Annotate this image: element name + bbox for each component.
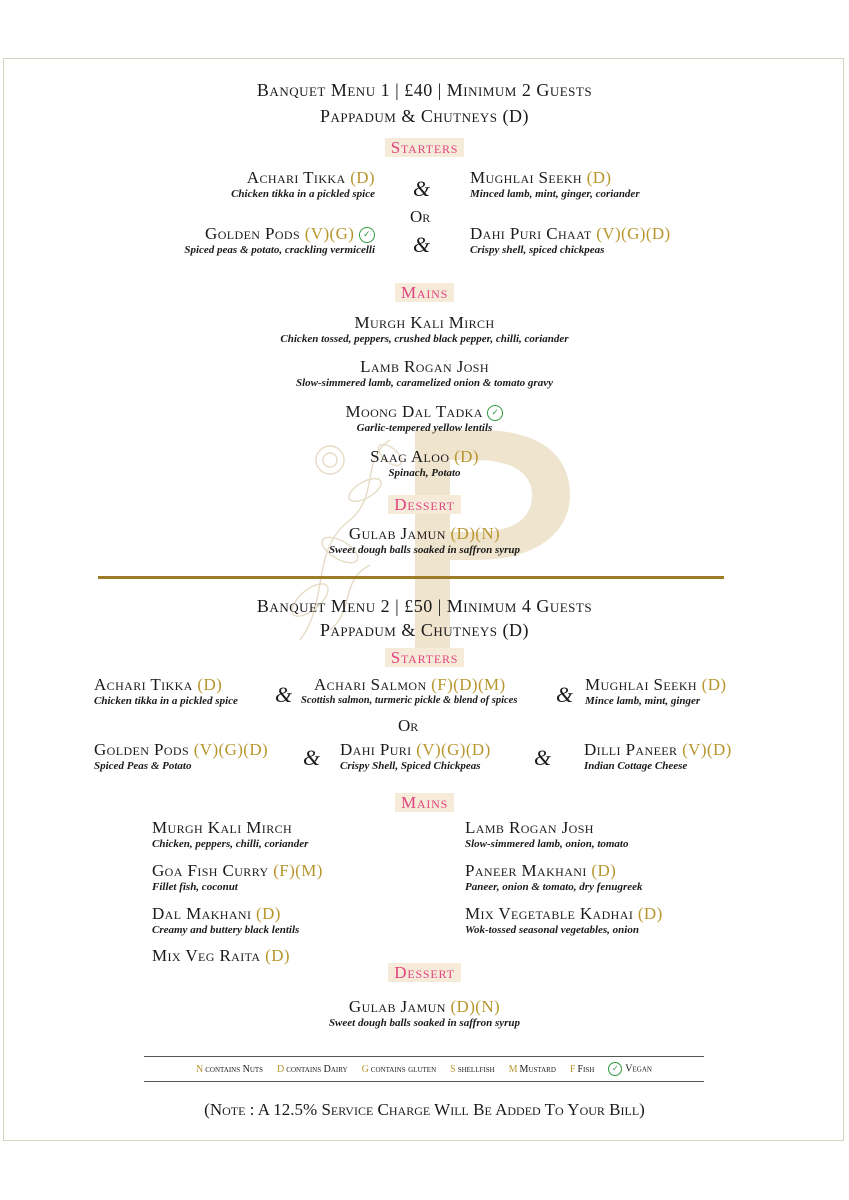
or-separator: Or <box>398 716 419 735</box>
item-description: Spinach, Potato <box>388 467 461 479</box>
allergen-tag: (D) <box>256 904 281 923</box>
legend-label: Mustard <box>519 1063 556 1075</box>
allergen-tag: (V)(D) <box>682 740 732 759</box>
legend-item <box>362 1064 437 1075</box>
menu2-main-item <box>152 904 299 936</box>
menu1-subtitle: Pappadum & Chutneys (D) <box>319 106 530 126</box>
legend-key: N <box>196 1063 204 1075</box>
item-name: Gulab Jamun <box>348 524 446 543</box>
item-description: Chicken, peppers, chilli, coriander <box>152 838 309 850</box>
legend-item <box>450 1064 495 1075</box>
menu2-starter-achari-tikka <box>94 675 238 707</box>
item-name: Mix Veg Raita <box>152 946 261 965</box>
and-separator: & <box>413 232 431 257</box>
menu1-dessert-item <box>0 524 849 556</box>
menu2-dessert-heading: Dessert <box>388 963 461 982</box>
menu2-mains-heading: Mains <box>395 793 454 812</box>
item-description: Creamy and buttery black lentils <box>152 924 300 936</box>
vegan-leaf-icon: ✓ <box>608 1062 622 1076</box>
menu1-main-item <box>0 402 849 434</box>
service-charge-note: (Note : A 12.5% Service Charge Will Be Added To Your Bill) <box>204 1100 645 1119</box>
menu1-dessert-heading: Dessert <box>388 495 461 514</box>
menu1-main-item <box>0 447 849 479</box>
legend-item <box>570 1064 594 1075</box>
and-separator: & <box>275 682 293 707</box>
item-description: Crispy Shell, Spiced Chickpeas <box>340 760 481 772</box>
menu2-starter-mughlai-seekh <box>585 675 726 707</box>
allergen-tag: (D)(N) <box>450 524 501 543</box>
and-separator: & <box>413 176 431 201</box>
legend-label: contains gluten <box>370 1063 437 1075</box>
legend-label: contains Dairy <box>286 1063 348 1075</box>
menu1-mains-heading: Mains <box>395 283 454 302</box>
legend-item <box>196 1064 263 1075</box>
item-name: Murgh Kali Mirch <box>354 313 495 332</box>
item-description: Crispy shell, spiced chickpeas <box>470 244 605 256</box>
legend-key: D <box>277 1063 285 1075</box>
item-description: Chicken tossed, peppers, crushed black pepper, chilli, coriander <box>280 333 569 345</box>
menu2-starter-achari-salmon <box>301 675 517 706</box>
or-separator: Or <box>410 207 431 226</box>
legend-label: shellfish <box>457 1063 495 1075</box>
item-name: Lamb Rogan Josh <box>465 818 594 837</box>
item-description: Wok-tossed seasonal vegetables, onion <box>465 924 639 936</box>
menu1-main-item <box>0 313 849 345</box>
allergen-tag: (V)(G)(D) <box>416 740 491 759</box>
allergen-tag: (D) <box>591 861 617 880</box>
item-description: Indian Cottage Cheese <box>584 760 688 772</box>
menu1-main-item <box>0 357 849 389</box>
item-name: Mughlai Seekh <box>585 675 698 694</box>
item-description: Fillet fish, coconut <box>152 881 238 893</box>
menu2-main-item <box>465 818 629 850</box>
menu1-starter-mughlai-seekh <box>470 168 800 200</box>
menu2-main-item <box>465 861 643 893</box>
item-name: Dahi Puri Chaat <box>470 224 592 243</box>
menu2-main-item <box>465 904 663 936</box>
allergen-tag: (D) <box>701 675 727 694</box>
allergen-tag: (D)(N) <box>450 997 501 1016</box>
allergen-tag: (D) <box>197 675 223 694</box>
section-divider <box>98 576 724 579</box>
menu2-dessert-item <box>0 997 849 1029</box>
item-name: Dahi Puri <box>340 740 412 759</box>
menu2-starter-dahi-puri <box>340 740 491 772</box>
and-separator: & <box>556 682 574 707</box>
menu1-starter-achari-tikka <box>40 168 375 200</box>
allergen-tag: (F)(M) <box>273 861 323 880</box>
menu2-starters-heading: Starters <box>385 648 465 667</box>
item-description: Slow-simmered lamb, caramelized onion & tomato gravy <box>296 377 553 389</box>
legend-key: S <box>450 1063 456 1075</box>
legend-label: contains Nuts <box>205 1063 264 1075</box>
item-name: Saag Aloo <box>370 447 450 466</box>
allergen-tag: (D) <box>586 168 612 187</box>
item-name: Goa Fish Curry <box>152 861 269 880</box>
item-name: Paneer Makhani <box>465 861 587 880</box>
vegan-leaf-icon: ✓ <box>487 405 503 421</box>
item-name: Golden Pods <box>205 224 301 243</box>
legend-key: F <box>569 1063 576 1075</box>
item-description: Chicken tikka in a pickled spice <box>231 188 375 200</box>
menu1-starter-dahi-puri-chaat <box>470 224 800 256</box>
item-description: Paneer, onion & tomato, dry fenugreek <box>465 881 643 893</box>
item-description: Sweet dough balls soaked in saffron syrup <box>328 544 521 556</box>
menu2-main-item <box>152 861 323 893</box>
item-description: Mince lamb, mint, ginger <box>585 695 701 707</box>
item-description: Chicken tikka in a pickled spice <box>94 695 238 707</box>
vegan-leaf-icon: ✓ <box>359 227 375 243</box>
menu1-starter-golden-pods <box>40 224 375 256</box>
legend-label: Vegan <box>625 1063 652 1075</box>
item-description: Sweet dough balls soaked in saffron syrup <box>328 1017 521 1029</box>
allergen-tag: (D) <box>265 946 290 965</box>
and-separator: & <box>303 745 321 770</box>
allergen-tag: (V)(G)(D) <box>193 740 269 759</box>
item-name: Achari Tikka <box>94 675 193 694</box>
menu2-starter-dilli-paneer <box>584 740 732 772</box>
item-name: Murgh Kali Mirch <box>152 818 293 837</box>
menu2-starter-golden-pods <box>94 740 268 772</box>
legend-item <box>277 1064 348 1075</box>
item-name: Lamb Rogan Josh <box>360 357 489 376</box>
item-name: Dilli Paneer <box>584 740 678 759</box>
legend-label: Fish <box>577 1063 595 1075</box>
allergen-tag: (V)(G) <box>304 224 355 243</box>
item-description: Garlic-tempered yellow lentils <box>356 422 493 434</box>
allergen-tag: (F)(D)(M) <box>431 675 506 694</box>
item-description: Slow-simmered lamb, onion, tomato <box>465 838 629 850</box>
item-name: Dal Makhani <box>152 904 252 923</box>
item-name: Achari Salmon <box>314 675 427 694</box>
menu2-main-item <box>152 818 308 850</box>
menu2-subtitle: Pappadum & Chutneys (D) <box>319 620 530 640</box>
menu1-starters-heading: Starters <box>385 138 465 157</box>
item-description: Scottish salmon, turmeric pickle & blend of spices <box>301 695 518 706</box>
and-separator: & <box>534 745 552 770</box>
allergen-tag: (D) <box>350 168 375 187</box>
item-name: Gulab Jamun <box>348 997 446 1016</box>
allergen-tag: (D) <box>454 447 479 466</box>
legend-key: G <box>361 1063 369 1075</box>
item-name: Achari Tikka <box>246 168 346 187</box>
item-name: Mix Vegetable Kadhai <box>465 904 634 923</box>
legend-item <box>509 1064 556 1075</box>
allergen-legend <box>144 1056 704 1082</box>
allergen-tag: (D) <box>637 904 663 923</box>
item-description: Spiced Peas & Potato <box>94 760 192 772</box>
item-description: Minced lamb, mint, ginger, coriander <box>470 188 640 200</box>
item-name: Golden Pods <box>94 740 190 759</box>
legend-item <box>608 1062 652 1076</box>
item-name: Moong Dal Tadka <box>345 402 483 421</box>
menu2-title: Banquet Menu 2 | £50 | Minimum 4 Guests <box>256 596 593 616</box>
allergen-tag: (V)(G)(D) <box>596 224 671 243</box>
item-description: Spiced peas & potato, crackling vermicelli <box>184 244 375 256</box>
menu1-title: Banquet Menu 1 | £40 | Minimum 2 Guests <box>256 80 593 100</box>
legend-key: M <box>508 1063 518 1075</box>
item-name: Mughlai Seekh <box>470 168 583 187</box>
